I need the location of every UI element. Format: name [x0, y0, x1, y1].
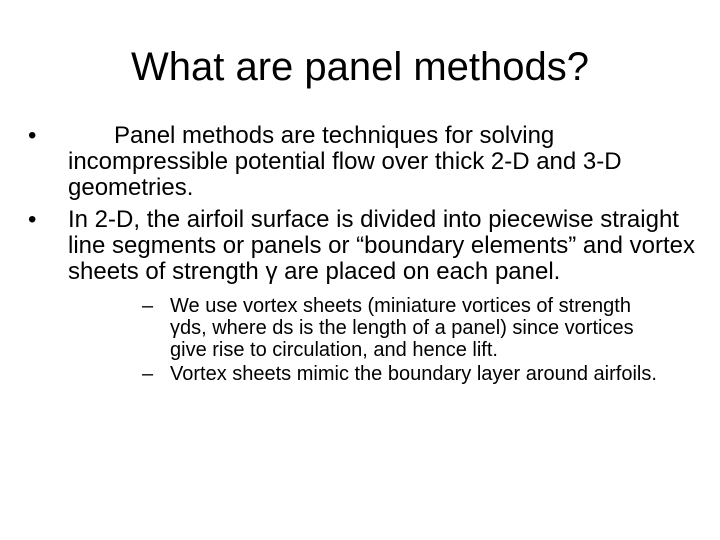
bullet-item	[0, 123, 720, 201]
sub-bullet-item	[68, 363, 700, 385]
sub-bullet-marker: –	[142, 363, 154, 385]
sub-bullet-marker: –	[142, 295, 154, 317]
bullet-text: In 2-D, the airfoil surface is divided into piecewise straight line segments or panels or “boundary elements” and vortex sheets of strength γ are placed on each panel.	[68, 206, 695, 285]
bullet-list	[0, 123, 720, 391]
slide-title: What are panel methods?	[130, 45, 590, 89]
sub-bullet-item	[68, 295, 700, 361]
sub-bullet-text: We use vortex sheets (miniature vortices of strength γds, where ds is the length of a panel) since vortices give rise to circulation, and hence lift.	[170, 295, 634, 361]
sub-bullet-list	[68, 295, 700, 385]
bullet-text: Panel methods are techniques for solving incompressible potential flow over thick 2-D and 3-D geometries.	[68, 122, 622, 201]
bullet-item	[0, 207, 720, 385]
bullet-marker: •	[28, 206, 37, 233]
bullet-marker: •	[28, 122, 37, 149]
sub-bullet-text: Vortex sheets mimic the boundary layer around airfoils.	[170, 363, 657, 385]
